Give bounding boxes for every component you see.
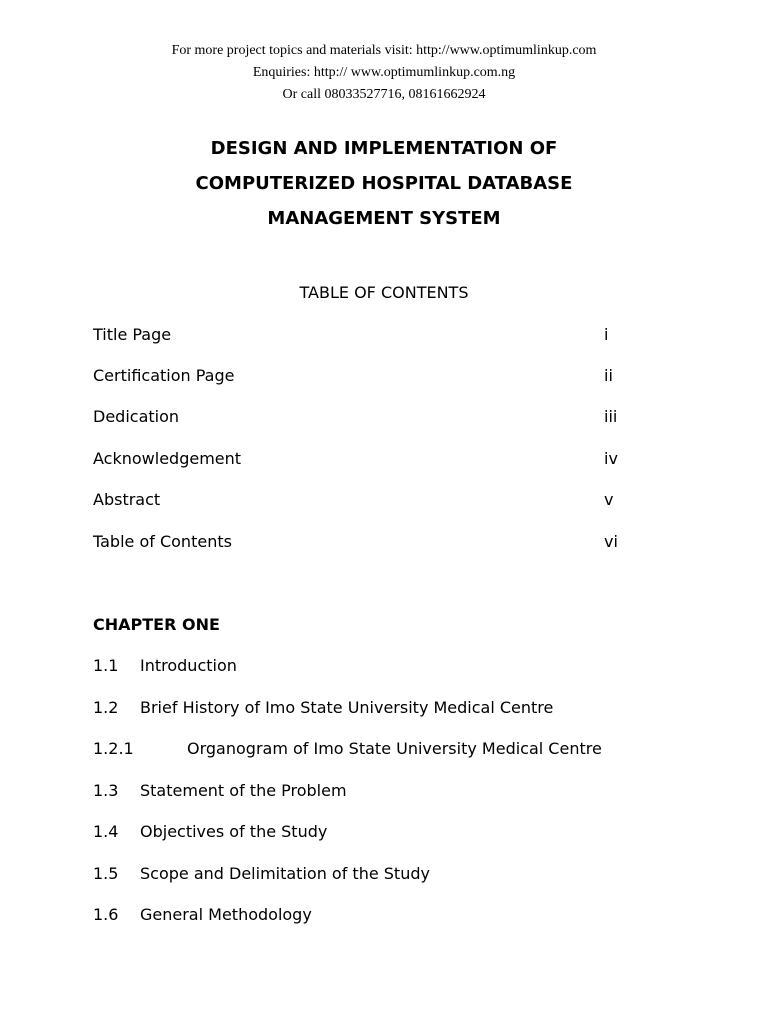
toc-entry-title-page <box>93 323 171 347</box>
header-enquiries-line: Enquiries: http:// www.optimumlinkup.com.ng <box>252 65 516 80</box>
toc-entry-abstract <box>93 488 160 512</box>
header-visit-line: For more project topics and materials visit: http://www.optimumlinkup.com <box>171 43 597 58</box>
toc-entry-label: Abstract <box>93 490 161 509</box>
toc-entry-label: Certification Page <box>93 366 235 385</box>
toc-item-1-3 <box>93 779 347 803</box>
toc-entry-label: Acknowledgement <box>93 449 242 468</box>
section-number: 1.5 <box>93 864 119 883</box>
toc-entry-label: Title Page <box>93 325 172 344</box>
toc-entry-label: Table of Contents <box>93 532 232 551</box>
toc-item-1-4 <box>93 820 327 844</box>
toc-page-number: ii <box>604 366 613 385</box>
section-title: Scope and Delimitation of the Study <box>140 864 430 883</box>
section-number: 1.2 <box>93 698 119 717</box>
title-line-1: DESIGN AND IMPLEMENTATION OF <box>210 138 558 159</box>
toc-heading: TABLE OF CONTENTS <box>299 283 469 302</box>
toc-item-1-2 <box>93 696 553 720</box>
section-number: 1.3 <box>93 781 119 800</box>
toc-page-number: vi <box>604 532 618 551</box>
title-line-3: MANAGEMENT SYSTEM <box>267 208 501 229</box>
toc-page-number: iv <box>604 449 618 468</box>
page-header <box>0 40 768 106</box>
section-number: 1.4 <box>93 822 119 841</box>
section-title: Organogram of Imo State University Medical Centre <box>187 739 602 758</box>
section-number: 1.1 <box>93 656 119 675</box>
toc-entry-table-of-contents <box>93 530 232 554</box>
section-number: 1.2.1 <box>93 739 134 758</box>
toc-item-1-5 <box>93 862 430 886</box>
toc-entry-certification-page <box>93 364 234 388</box>
toc-entry-dedication <box>93 405 179 429</box>
section-title: Brief History of Imo State University Medical Centre <box>140 698 554 717</box>
section-title: Objectives of the Study <box>140 822 328 841</box>
section-title: General Methodology <box>140 905 312 924</box>
chapter-one-heading: CHAPTER ONE <box>93 615 220 634</box>
toc-page-number: iii <box>604 407 618 426</box>
section-number: 1.6 <box>93 905 119 924</box>
toc-page-number: i <box>604 325 609 344</box>
toc-item-1-2-1 <box>93 737 602 761</box>
section-title: Introduction <box>140 656 237 675</box>
title-line-2: COMPUTERIZED HOSPITAL DATABASE <box>195 173 573 194</box>
toc-entry-acknowledgement <box>93 447 241 471</box>
document-title <box>0 131 768 236</box>
toc-page-number: v <box>604 490 614 509</box>
toc-item-1-1 <box>93 654 237 678</box>
toc-entry-label: Dedication <box>93 407 180 426</box>
header-call-line: Or call 08033527716, 08161662924 <box>282 87 486 102</box>
section-title: Statement of the Problem <box>140 781 347 800</box>
toc-item-1-6 <box>93 903 312 927</box>
